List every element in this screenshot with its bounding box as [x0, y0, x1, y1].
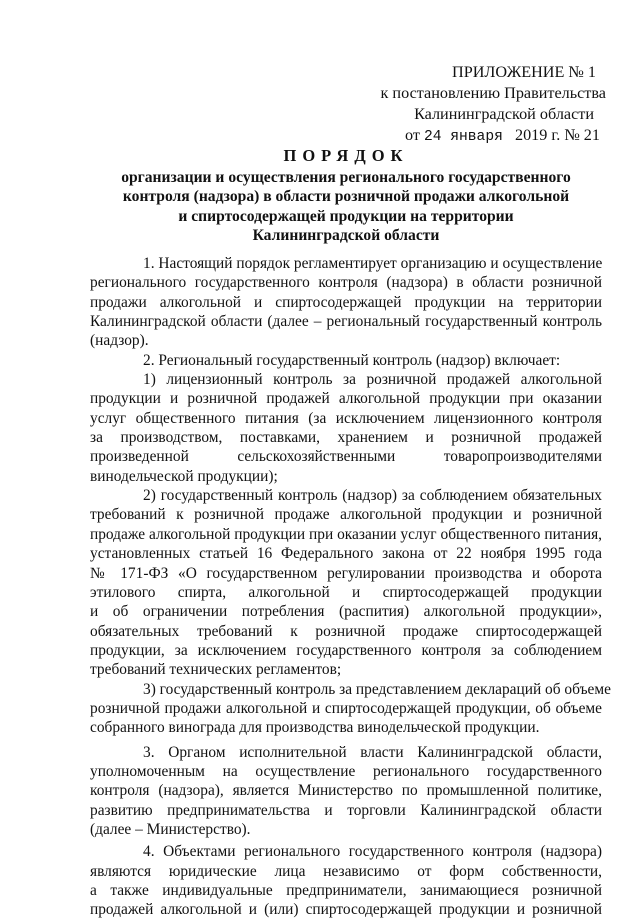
- paragraph-line: обязательных требований к розничной продаже спиртосодержащей: [90, 622, 602, 640]
- paragraph-line: 4. Объектами регионального государственного контроля (надзора): [143, 843, 602, 861]
- title-line: и спиртосодержащей продукции на территории: [178, 207, 514, 225]
- appendix-date-line: [381, 125, 601, 148]
- paragraph-line: 3. Органом исполнительной власти Калининградской области,: [143, 743, 602, 761]
- paragraph-2: [90, 351, 602, 370]
- appendix-resolution: к постановлению Правительства: [380, 84, 606, 102]
- paragraph-4: [90, 842, 602, 919]
- appendix-year: 2019 г.: [514, 126, 561, 144]
- paragraph-line: за производством, поставками, хранением и розничной продажей: [90, 429, 602, 447]
- document-title: [90, 146, 602, 246]
- appendix-number: ПРИЛОЖЕНИЕ № 1: [452, 63, 596, 81]
- paragraph-line: являются юридические лица независимо от форм собственности,: [90, 862, 602, 880]
- paragraph-line: (надзор).: [90, 332, 149, 350]
- title-line: Калининградской области: [252, 227, 440, 244]
- paragraph-line: (далее – Министерство).: [90, 820, 251, 838]
- paragraph-line: № 171-ФЗ «О государственном регулировании производства и оборота: [90, 564, 602, 582]
- paragraph-line: Калининградской области (далее – региональный государственный контроль: [90, 313, 602, 331]
- paragraph-line: 1. Настоящий порядок регламентирует организацию и осуществление: [143, 255, 603, 272]
- paragraph-line: услуг общественного питания (за исключением лицензионного контроля: [90, 409, 602, 427]
- title-line: организации и осуществления регионального государственного: [121, 168, 571, 186]
- paragraph-line: 2. Региональный государственный контроль (надзор) включает:: [143, 351, 561, 369]
- paragraph-2-item-1: [90, 370, 602, 486]
- paragraph-line: 1) лицензионный контроль за розничной продажей алкогольной: [143, 371, 602, 389]
- paragraph-line: 2) государственный контроль (надзор) за соблюдением обязательных: [143, 487, 602, 505]
- paragraph-line: и об ограничении потребления (распития) алкогольной продукции»,: [90, 603, 602, 621]
- paragraph-line: уполномоченным на осуществление регионального государственного: [90, 762, 602, 780]
- paragraph-line: продукции и розничной продажей алкогольной продукции при оказании: [90, 390, 602, 408]
- appendix-region: Калининградской области: [414, 105, 594, 123]
- paragraph-line: розничной продажи алкогольной и спиртосодержащей продукции, об объеме: [90, 699, 602, 717]
- document-body: [90, 254, 611, 920]
- paragraph-line: продажи алкогольной и спиртосодержащей продукции на территории: [90, 293, 602, 311]
- paragraph-line: продаже алкогольной продукции при оказании услуг общественного питания,: [90, 525, 602, 543]
- paragraph-line: требований к розничной продаже алкогольной продукции и розничной: [90, 506, 602, 524]
- appendix-date: 24 января: [424, 129, 503, 145]
- paragraph-line: продажей алкогольной и (или) спиртосодержащей продукции и розничной: [90, 901, 602, 919]
- paragraph-line: этилового спирта, алкогольной и спиртосодержащей продукции: [90, 583, 602, 601]
- paragraph-line: произведенной сельскохозяйственными товаропроизводителями: [90, 448, 602, 466]
- appendix-date-prefix: от: [405, 126, 425, 144]
- paragraph-line: требований технических регламентов;: [90, 661, 342, 679]
- paragraph-line: развитию предпринимательства и торговли Калининградской области: [90, 801, 602, 819]
- appendix-header: [381, 62, 607, 148]
- paragraph-line: винодельческой продукции);: [90, 467, 278, 485]
- paragraph-1: [90, 254, 602, 351]
- paragraph-2-item-2: [90, 486, 602, 679]
- paragraph-2-item-3: [90, 680, 611, 738]
- paragraph-line: установленных статьей 16 Федерального закона от 22 ноября 1995 года: [90, 545, 602, 563]
- title-line: контроля (надзора) в области розничной продажи алкогольной: [122, 188, 570, 205]
- paragraph-line: контроля (надзора), является Министерство по промышленной политике,: [90, 782, 602, 800]
- title-heading: ПОРЯДОК: [283, 146, 409, 165]
- paragraph-line: а также индивидуальные предприниматели, занимающиеся розничной: [90, 882, 602, 899]
- paragraph-line: регионального государственного контроля (надзора) в области розничной: [90, 274, 602, 292]
- appendix-doc-number: № 21: [564, 126, 600, 144]
- paragraph-line: 3) государственный контроль за представлением деклараций об объеме: [143, 680, 611, 698]
- paragraph-line: собранного винограда для производства винодельческой продукции.: [90, 719, 540, 737]
- paragraph-3: [90, 743, 602, 840]
- paragraph-line: продукции, за исключением государственного контроля за соблюдением: [90, 641, 602, 659]
